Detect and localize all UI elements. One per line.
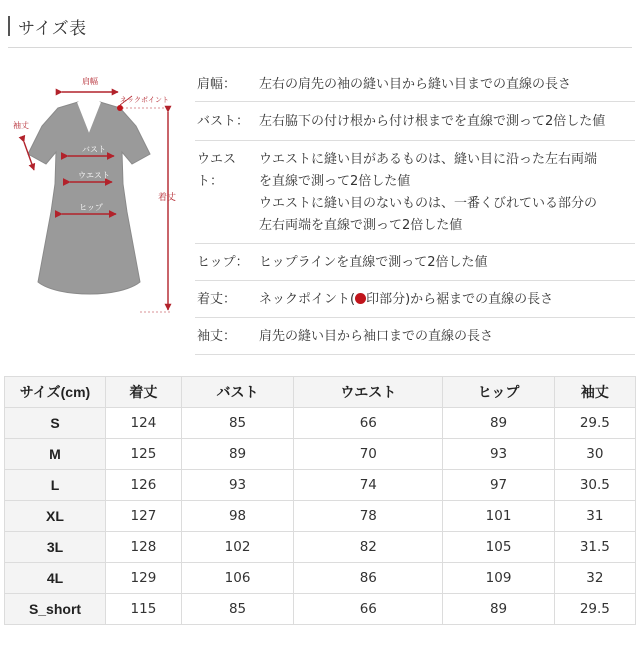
table-cell: 31 <box>554 501 635 532</box>
definition-desc <box>259 252 635 273</box>
table-cell: 74 <box>294 470 443 501</box>
table-cell: 66 <box>294 408 443 439</box>
table-cell: 29.5 <box>554 408 635 439</box>
table-cell: 98 <box>181 501 293 532</box>
definition-line-post: 印部分)から裾までの直線の長さ <box>366 292 554 307</box>
table-cell: 124 <box>106 408 182 439</box>
table-cell: 30 <box>554 439 635 470</box>
table-cell: 129 <box>106 563 182 594</box>
definition-desc <box>259 289 635 310</box>
definition-desc <box>259 74 635 95</box>
table-row <box>5 408 636 439</box>
table-cell: 105 <box>443 532 554 563</box>
definition-term: ウエスト： <box>197 152 237 189</box>
table-header-cell: バスト <box>181 377 293 408</box>
table-row <box>5 594 636 625</box>
table-cell: 86 <box>294 563 443 594</box>
definition-line: ウエストに縫い目のないものは、一番くびれている部分の <box>259 196 598 211</box>
definition-line: ヒップラインを直線で測って2倍した値 <box>259 255 488 270</box>
label-hip: ヒップ <box>79 203 103 212</box>
definition-bust <box>195 102 635 141</box>
definition-line: 左右の肩先の袖の縫い目から縫い目までの直線の長さ <box>259 77 572 92</box>
table-cell: 32 <box>554 563 635 594</box>
size-label-cell: M <box>5 439 106 470</box>
table-cell: 106 <box>181 563 293 594</box>
measurement-definitions <box>195 70 635 355</box>
table-row <box>5 501 636 532</box>
label-sleeve: 袖丈 <box>13 121 29 130</box>
definition-line: を直線で測って2倍した値 <box>259 174 411 189</box>
table-header-cell: ヒップ <box>443 377 554 408</box>
table-header-cell: 着丈 <box>106 377 182 408</box>
table-row <box>5 470 636 501</box>
definition-desc <box>259 111 635 132</box>
title-divider <box>8 47 632 48</box>
size-label-cell: L <box>5 470 106 501</box>
definition-desc <box>259 326 635 347</box>
table-cell: 89 <box>181 439 293 470</box>
size-label-cell: XL <box>5 501 106 532</box>
title-bar <box>8 16 10 36</box>
table-cell: 85 <box>181 408 293 439</box>
table-cell: 97 <box>443 470 554 501</box>
table-cell: 101 <box>443 501 554 532</box>
table-cell: 70 <box>294 439 443 470</box>
table-cell: 29.5 <box>554 594 635 625</box>
table-cell: 30.5 <box>554 470 635 501</box>
table-cell: 85 <box>181 594 293 625</box>
size-label-cell: 3L <box>5 532 106 563</box>
label-shoulder: 肩幅 <box>82 77 98 86</box>
definition-sleeve <box>195 318 635 355</box>
table-cell: 82 <box>294 532 443 563</box>
definition-term: 着丈： <box>197 292 237 307</box>
label-length: 着丈 <box>158 193 177 203</box>
section-title-text: サイズ表 <box>18 18 87 39</box>
table-cell: 66 <box>294 594 443 625</box>
table-cell: 93 <box>443 439 554 470</box>
dress-diagram <box>10 72 185 327</box>
definition-hip <box>195 244 635 281</box>
definition-term: 袖丈： <box>197 329 237 344</box>
size-label-cell: 4L <box>5 563 106 594</box>
definition-shoulder <box>195 70 635 102</box>
table-cell: 125 <box>106 439 182 470</box>
size-label-cell: S <box>5 408 106 439</box>
table-cell: 126 <box>106 470 182 501</box>
section-title <box>8 14 87 38</box>
table-cell: 128 <box>106 532 182 563</box>
label-neck-point: ネックポイント <box>120 96 169 104</box>
definition-waist <box>195 141 635 244</box>
definition-line-pre: ネックポイント( <box>259 292 356 307</box>
table-header-row <box>5 377 636 408</box>
size-table <box>4 376 636 625</box>
table-cell: 109 <box>443 563 554 594</box>
table-cell: 89 <box>443 408 554 439</box>
table-cell: 115 <box>106 594 182 625</box>
table-cell: 93 <box>181 470 293 501</box>
definition-line: 左右両端を直線で測って2倍した値 <box>259 218 463 233</box>
table-cell: 127 <box>106 501 182 532</box>
definition-line: 肩先の縫い目から袖口までの直線の長さ <box>259 329 494 344</box>
definition-line: ウエストに縫い目があるものは、縫い目に沿った左右両端 <box>259 152 598 167</box>
definition-term: バスト： <box>197 114 250 129</box>
table-row <box>5 563 636 594</box>
table-row <box>5 532 636 563</box>
table-cell: 102 <box>181 532 293 563</box>
definition-line: 左右脇下の付け根から付け根までを直線で測って2倍した値 <box>259 114 606 129</box>
table-cell: 78 <box>294 501 443 532</box>
definition-desc <box>259 149 635 237</box>
definition-term: ヒップ： <box>197 255 249 270</box>
table-header-cell: サイズ(cm) <box>5 377 106 408</box>
table-header-cell: 袖丈 <box>554 377 635 408</box>
label-waist: ウエスト <box>78 171 110 180</box>
label-bust: バスト <box>82 145 106 154</box>
table-cell: 89 <box>443 594 554 625</box>
table-row <box>5 439 636 470</box>
definition-length <box>195 281 635 318</box>
size-label-cell: S_short <box>5 594 106 625</box>
table-header-cell: ウエスト <box>294 377 443 408</box>
definition-term: 肩幅： <box>197 77 237 92</box>
neck-point-dot-icon <box>355 293 366 304</box>
table-cell: 31.5 <box>554 532 635 563</box>
